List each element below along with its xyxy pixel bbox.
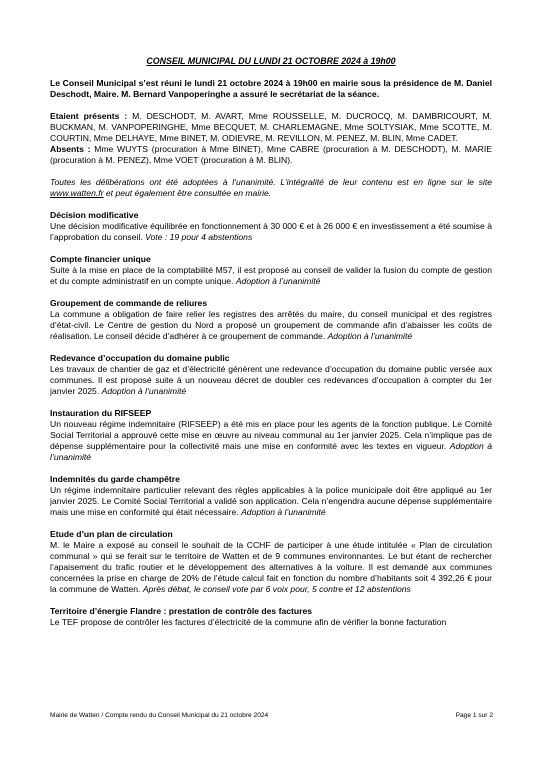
presents-list: M. DESCHODT, M. AVART, Mme ROUSSELLE, M. DUCROCQ, M. DAMBRICOURT, M. BUCKMAN, M. VANPOPERINGHE, Mme BECQUET, M. CHARLEMAGNE, Mme SOLTYSIAK, Mme SCOTTE, M. COURTIN, Mme DELHAYE, Mme BINET, M. ODIEVRE, M. REVILLON, M. PENEZ, M. BLIN, Mme CADET. bbox=[50, 111, 492, 143]
section-garde-champetre bbox=[50, 474, 492, 518]
section-heading: Décision modificative bbox=[50, 210, 139, 220]
section-text: M. le Maire a exposé au conseil le souhait de la CCHF de participer à une étude intitulée « Plan de circulation communal » qui se ferait sur le territoire de Watten et de 9 communes environnantes. Le but étant de rechercher l’apaisement du trafic routier et le développement des alternatives à la voiture. Il est demandé aux communes concernées la prise en charge de 20% de l’étude calcul fait en fonction du nombre d’habitants soit 4 392,26 € pour la commune de Watten. bbox=[50, 540, 492, 594]
intro-paragraph: Le Conseil Municipal s’est réuni le lundi 21 octobre 2024 à 19h00 en mairie sous la présidence de M. Daniel Deschodt, Maire. M. Bernard Vanpoperinghe a assuré le secrétariat de la séance. bbox=[50, 78, 492, 99]
absents-list: Mme WUYTS (procuration à Mme BINET), Mme CABRE (procuration à M. DESCHODT), M. MARIE (procuration à M. PENEZ), Mme VOET (procuration à M. BLIN). bbox=[50, 144, 492, 165]
section-compte-financier bbox=[50, 254, 492, 287]
section-body bbox=[50, 221, 492, 243]
section-text: La commune a obligation de faire relier les registres des arrêtés du maire, du conseil municipal et des registres d’état-civil. Le Centre de gestion du Nord a proposé un groupement de commande afin d’abaisser les coûts de réalisation. Le conseil décide d’adhérer à ce groupement de commande. bbox=[50, 309, 492, 341]
section-body bbox=[50, 617, 492, 628]
presents-label: Etaient présents : bbox=[50, 111, 128, 121]
deliberations-text-end: et peut également être consultée en mairie. bbox=[103, 188, 272, 198]
section-heading: Redevance d’occupation du domaine public bbox=[50, 353, 230, 363]
section-vote: Adoption à l’unanimité bbox=[101, 386, 187, 396]
section-body bbox=[50, 309, 492, 342]
section-heading: Territoire d’énergie Flandre : prestation de contrôle des factures bbox=[50, 606, 313, 616]
section-body bbox=[50, 265, 492, 287]
footer-left-text: Mairie de Watten / Compte rendu du Conseil Municipal du 21 octobre 2024 bbox=[50, 712, 269, 719]
section-body bbox=[50, 364, 492, 397]
section-text: Le TEF propose de contrôler les factures d’électricité de la commune afin de vérifier la bonne facturation bbox=[50, 617, 447, 627]
section-heading: Etude d’un plan de circulation bbox=[50, 529, 173, 539]
deliberations-paragraph bbox=[50, 177, 492, 199]
section-heading: Indemnités du garde champêtre bbox=[50, 474, 180, 484]
section-vote: Après débat, le conseil vote par 6 voix pour, 5 contre et 12 abstentions bbox=[142, 584, 411, 594]
section-text: Un nouveau régime indemnitaire (RIFSEEP) a été mis en place pour les agents de la fonction publique. Le Comité Social Territorial a approuvé cette mise en œuvre au niveau communal au 1er janvier 2025. Cela n’implique pas de dépense supplémentaire pour la collectivité mais une mise en conformité avec les textes en vigueur. bbox=[50, 419, 492, 451]
attendance-paragraph bbox=[50, 111, 492, 166]
section-vote: Adoption à l’unanimité bbox=[235, 276, 321, 286]
section-decision-modificative bbox=[50, 210, 492, 243]
section-body bbox=[50, 485, 492, 518]
deliberations-text: Toutes les délibérations ont été adoptées à l’unanimité. L’intégralité de leur contenu est en ligne sur le site bbox=[50, 177, 492, 187]
page-footer bbox=[50, 712, 493, 719]
section-text: Suite à la mise en place de la comptabilité M57, il est proposé au conseil de valider la fusion du compte de gestion et du compte administratif en un compte unique. bbox=[50, 265, 492, 286]
section-text: Un régime indemnitaire particulier relevant des règles applicables à la police municipale doit être appliqué au 1er janvier 2025. Le Comité Social Territorial a validé son application. Cela n’engendra aucune dépense supplémentaire mais une mise en conformité qui était nécessaire. bbox=[50, 485, 492, 517]
section-vote: Adoption à l’unanimité bbox=[50, 441, 493, 462]
section-vote: Adoption à l’unanimité bbox=[327, 331, 413, 341]
section-groupement-reliures bbox=[50, 298, 492, 342]
absents-label: Absents : bbox=[50, 144, 91, 154]
section-body bbox=[50, 540, 492, 595]
section-rifseep bbox=[50, 408, 492, 463]
section-redevance bbox=[50, 353, 492, 397]
document-content bbox=[50, 56, 492, 639]
section-plan-circulation bbox=[50, 529, 492, 595]
page-number: Page 1 sur 2 bbox=[455, 712, 493, 719]
section-vote: Vote : 19 pour 4 abstentions bbox=[145, 232, 253, 242]
section-heading: Instauration du RIFSEEP bbox=[50, 408, 152, 418]
section-text: Les travaux de chantier de gaz et d’électricité génèrent une redevance d’occupation du domaine public versée aux communes. Il est proposé suite à un nouveau décret de doubler ces redevances d’occupation à compter du 1er janvier 2025. bbox=[50, 364, 492, 396]
section-heading: Compte financier unique bbox=[50, 254, 151, 264]
section-body bbox=[50, 419, 492, 463]
page-title: CONSEIL MUNICIPAL DU LUNDI 21 OCTOBRE 2024 à 19h00 bbox=[146, 56, 396, 66]
website-link[interactable]: www.watten.fr bbox=[50, 188, 104, 198]
section-heading: Groupement de commande de reliures bbox=[50, 298, 208, 308]
section-vote: Adoption à l’unanimité bbox=[241, 507, 326, 517]
section-text: Une décision modificative équilibrée en fonctionnement à 30 000 € et à 26 000 € en investissement a été soumise à l’approbation du conseil. bbox=[50, 221, 492, 242]
section-energie-flandre bbox=[50, 606, 492, 628]
